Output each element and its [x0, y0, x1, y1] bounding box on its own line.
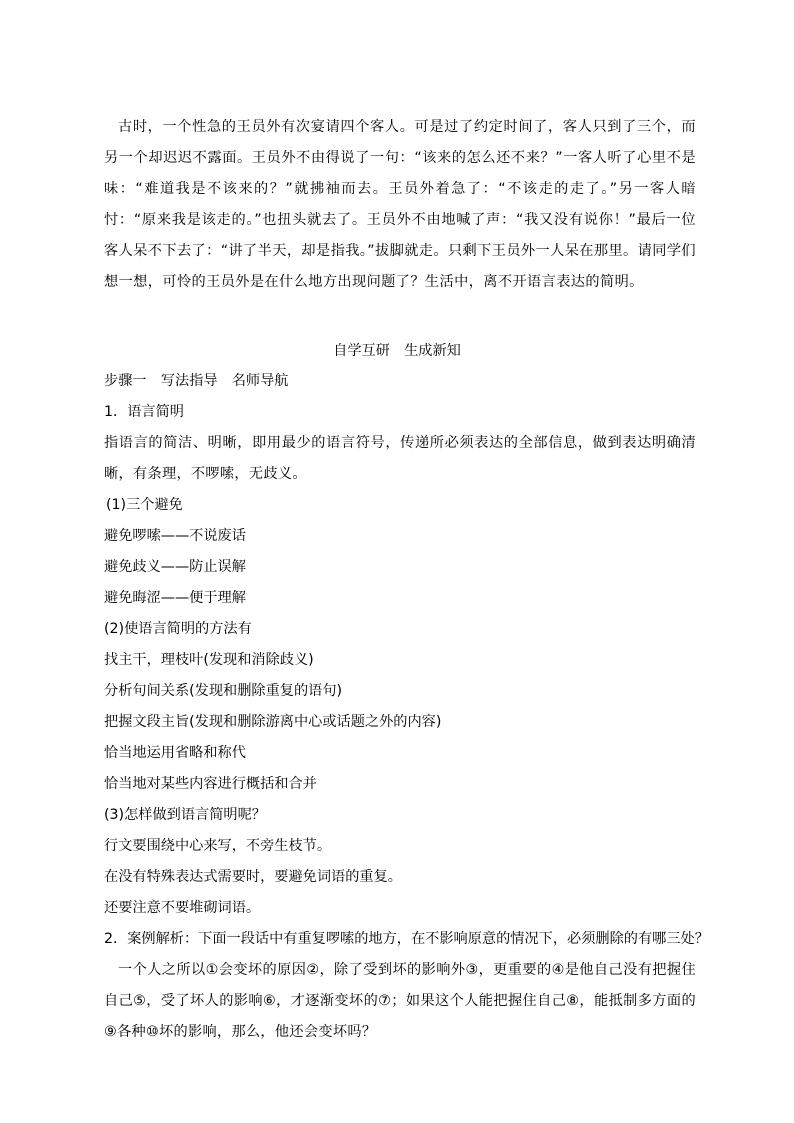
- sub1-item: 避免晦涩——便于理解: [104, 590, 246, 606]
- item2-case: [104, 955, 696, 1048]
- sub1-heading: (1)三个避免: [106, 497, 183, 513]
- intro-text: 古时，一个性急的王员外有次宴请四个客人。可是过了约定时间了，客人只到了三个，而另一个却迟迟不露面。王员外不由得说了一句：“该来的怎么还不来？”一客人听了心里不是味：“难道我是不该来的？”就拂袖而去。王员外着急了：“不该走的走了。”另一客人暗忖：“原来我是该走的。”也扭头就去了。王员外不由地喊了声：“我又没有说你！”最后一位客人呆不下去了：“讲了半天，却是指我。”拔脚就走。只剩下王员外一人呆在那里。请同学们想一想，可怜的王员外是在什么地方出现问题了？生活中，离不开语言表达的简明。: [104, 119, 696, 290]
- sub2-item: 恰当地对某些内容进行概括和合并: [104, 776, 317, 792]
- sub3-item: 在没有特殊表达式需要时，要避免词语的重复。: [104, 869, 402, 885]
- item2-heading: 2．案例解析：下面一段话中有重复啰嗦的地方，在不影响原意的情况下，必须删除的有哪三处？: [104, 931, 709, 947]
- sub1-item: 避免啰嗦——不说废话: [104, 528, 246, 544]
- sub2-item: 分析句间关系(发现和删除重复的语句): [104, 683, 343, 699]
- sub3-item: 还要注意不要堆砌词语。: [104, 900, 261, 916]
- sub2-item: 恰当地运用省略和称代: [104, 745, 246, 761]
- step-heading: 步骤一 写法指导 名师导航: [104, 373, 289, 389]
- sub2-item: 找主干，理枝叶(发现和消除歧义): [104, 652, 314, 668]
- item1-definition: 指语言的简洁、明晰，即用最少的语言符号，传递所必须表达的全部信息，做到表达明确清晰，有条理，不啰嗦，无歧义。: [104, 435, 696, 482]
- sub2-item: 把握文段主旨(发现和删除游离中心或话题之外的内容): [104, 714, 442, 730]
- item2-case-text: 一个人之所以①会变坏的原因②，除了受到坏的影响外③，更重要的④是他自己没有把握住自己⑤，受了坏人的影响⑥，才逐渐变坏的⑦；如果这个人能把握住自己⑧，能抵制多方面的⑨各种⑩坏的影响，那么，他还会变坏吗？: [104, 962, 696, 1040]
- sub3-heading: (3)怎样做到语言简明呢？: [104, 807, 266, 823]
- section-title: 自学互研 生成新知: [333, 343, 461, 359]
- sub1-item: 避免歧义——防止误解: [104, 559, 246, 575]
- sub3-item: 行文要围绕中心来写，不旁生枝节。: [104, 838, 332, 854]
- item1-heading: 1．语言简明: [104, 404, 184, 420]
- intro-paragraph: [104, 112, 696, 298]
- content-body: [104, 366, 709, 1048]
- sub2-heading: (2)使语言简明的方法有: [104, 621, 252, 637]
